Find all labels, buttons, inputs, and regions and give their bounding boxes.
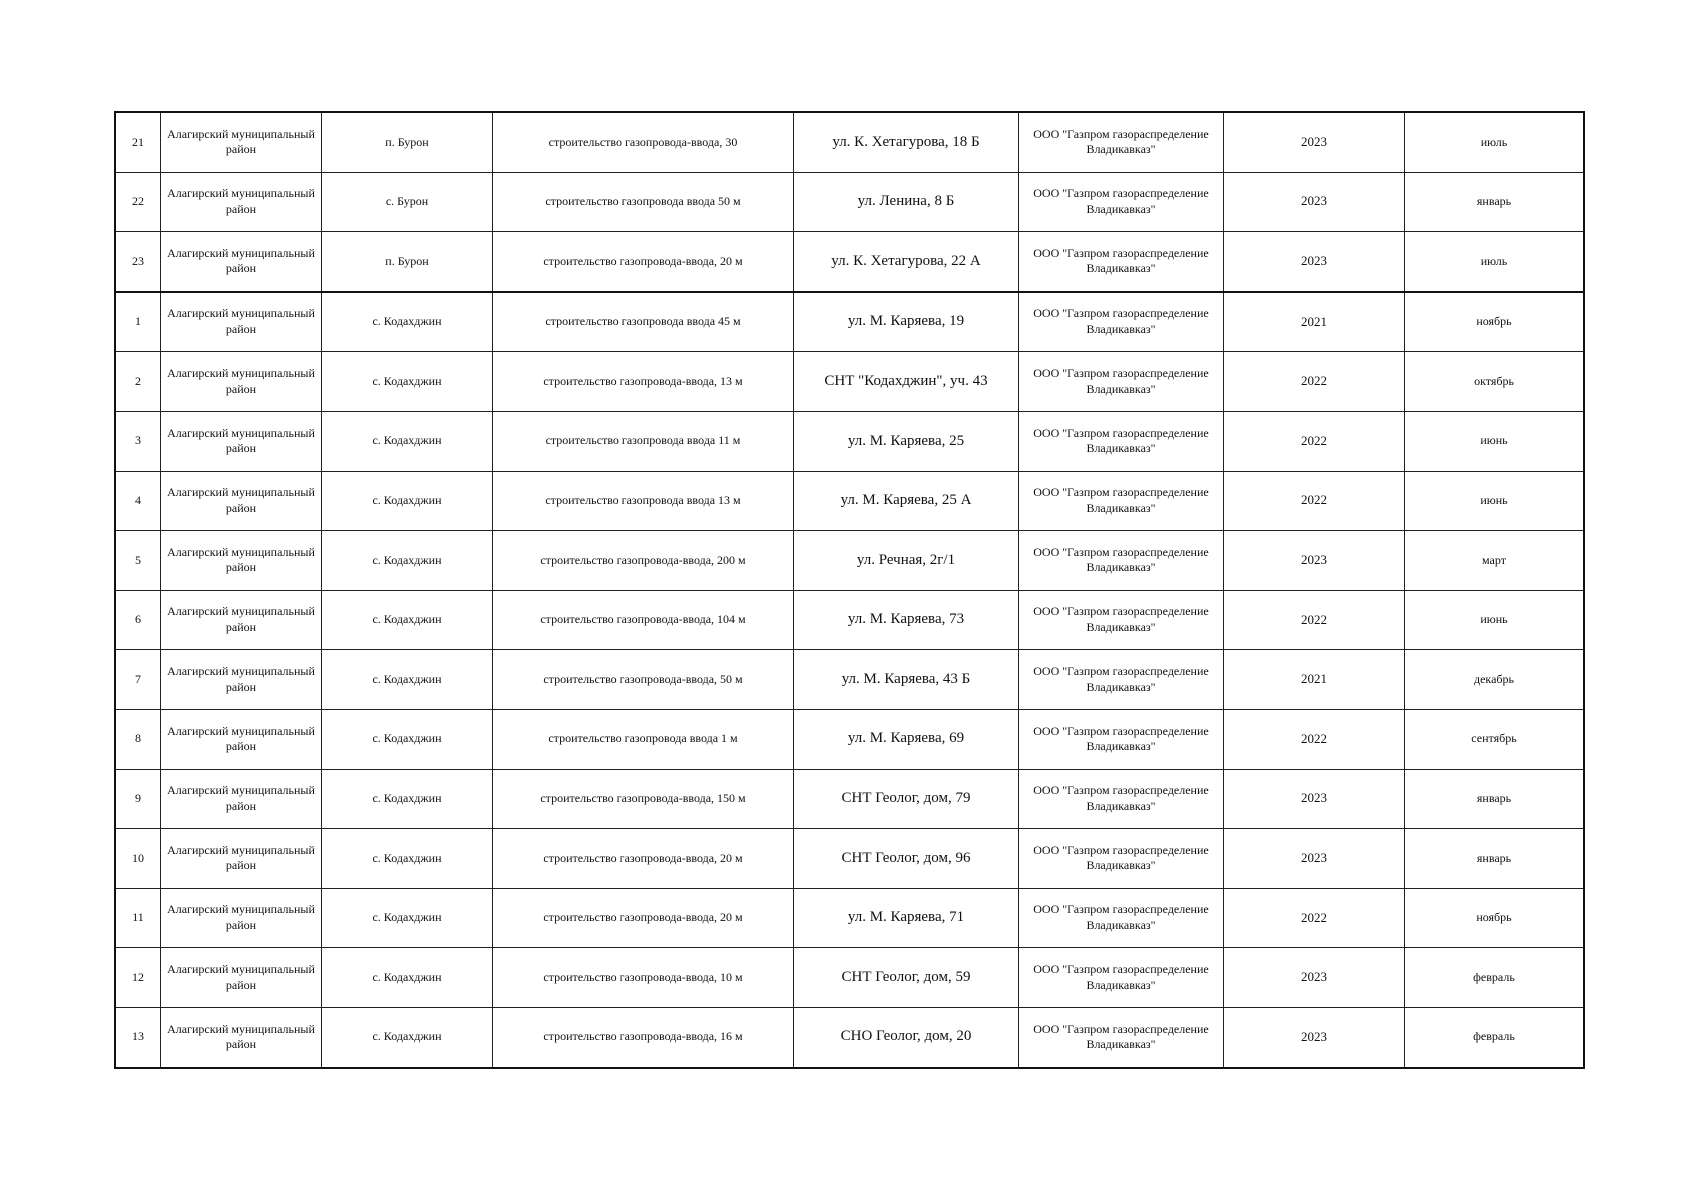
month-cell	[1405, 590, 1585, 650]
year-text: 2022	[1301, 492, 1327, 508]
district-text: Алагирский муниципальный район	[167, 245, 315, 276]
settlement-cell	[322, 232, 493, 292]
table-row	[115, 112, 1584, 172]
table-row	[115, 172, 1584, 232]
table-row	[115, 709, 1584, 769]
work-description-text: строительство газопровода-ввода, 20 м	[543, 850, 743, 865]
month-cell	[1405, 232, 1585, 292]
row-number-text: 5	[135, 552, 141, 567]
row-number-text: 3	[135, 433, 141, 448]
work-description-text: строительство газопровода ввода 45 м	[545, 314, 741, 329]
work-description-text: строительство газопровода-ввода, 20 м	[543, 910, 743, 925]
month-text: январь	[1476, 791, 1512, 806]
year-cell	[1224, 172, 1405, 232]
district-cell	[161, 471, 322, 531]
address-text: СНТ Геолог, дом, 59	[841, 968, 971, 985]
address-text: ул. М. Каряева, 43 Б	[841, 670, 971, 687]
month-text: июнь	[1480, 433, 1508, 448]
settlement-cell	[322, 650, 493, 710]
row-number-cell	[115, 888, 161, 948]
settlement-text: с. Бурон	[385, 194, 429, 209]
row-number-cell	[115, 112, 161, 172]
district-cell	[161, 888, 322, 948]
work-description-cell	[493, 232, 794, 292]
year-text: 2022	[1301, 432, 1327, 448]
month-cell	[1405, 471, 1585, 531]
work-description-text: строительство газопровода-ввода, 30	[548, 134, 738, 149]
organization-cell	[1019, 888, 1224, 948]
year-text: 2023	[1301, 969, 1327, 985]
district-text: Алагирский муниципальный район	[167, 186, 315, 216]
document-page	[114, 111, 1517, 1069]
settlement-text: с. Кодахджин	[372, 969, 442, 984]
settlement-text: с. Кодахджин	[372, 314, 442, 329]
work-description-cell	[493, 292, 794, 352]
settlement-cell	[322, 352, 493, 412]
address-cell	[794, 471, 1019, 531]
table-row	[115, 292, 1584, 352]
address-text: ул. К. Хетагурова, 18 Б	[832, 133, 980, 150]
work-description-text: строительство газопровода-ввода, 10 м	[543, 969, 743, 984]
organization-cell	[1019, 948, 1224, 1008]
settlement-cell	[322, 292, 493, 352]
month-text: ноябрь	[1476, 910, 1512, 925]
year-cell	[1224, 769, 1405, 829]
settlement-text: п. Бурон	[385, 134, 429, 149]
work-description-cell	[493, 948, 794, 1008]
table-row	[115, 769, 1584, 829]
work-description-cell	[493, 590, 794, 650]
organization-cell	[1019, 292, 1224, 352]
district-cell	[161, 948, 322, 1008]
organization-text: ООО "Газпром газораспределение Владикавказ"	[1033, 783, 1209, 813]
organization-cell	[1019, 352, 1224, 412]
table-body	[115, 112, 1584, 1068]
address-cell	[794, 1007, 1019, 1067]
organization-cell	[1019, 531, 1224, 591]
month-cell	[1405, 709, 1585, 769]
organization-text: ООО "Газпром газораспределение Владикавказ"	[1033, 723, 1209, 754]
work-description-text: строительство газопровода-ввода, 104 м	[540, 612, 746, 627]
organization-cell	[1019, 112, 1224, 172]
address-cell	[794, 590, 1019, 650]
table-row	[115, 948, 1584, 1008]
address-text: ул. М. Каряева, 73	[847, 611, 965, 628]
year-cell	[1224, 232, 1405, 292]
work-description-text: строительство газопровода-ввода, 20 м	[543, 253, 743, 268]
settlement-cell	[322, 829, 493, 889]
work-description-text: строительство газопровода ввода 1 м	[548, 731, 738, 746]
work-description-cell	[493, 769, 794, 829]
organization-cell	[1019, 232, 1224, 292]
organization-cell	[1019, 471, 1224, 531]
month-cell	[1405, 829, 1585, 889]
row-number-text: 21	[132, 134, 144, 149]
settlement-cell	[322, 471, 493, 531]
work-description-cell	[493, 411, 794, 471]
address-cell	[794, 829, 1019, 889]
settlement-text: с. Кодахджин	[372, 612, 442, 627]
settlement-cell	[322, 1007, 493, 1067]
address-cell	[794, 888, 1019, 948]
month-cell	[1405, 411, 1585, 471]
district-cell	[161, 232, 322, 292]
district-text: Алагирский муниципальный район	[167, 902, 315, 933]
settlement-text: с. Кодахджин	[372, 671, 442, 686]
year-text: 2022	[1301, 611, 1327, 627]
row-number-cell	[115, 650, 161, 710]
year-text: 2022	[1301, 909, 1327, 925]
address-cell	[794, 112, 1019, 172]
address-text: СНТ Геолог, дом, 79	[841, 790, 971, 807]
settlement-cell	[322, 590, 493, 650]
settlement-cell	[322, 888, 493, 948]
year-cell	[1224, 411, 1405, 471]
year-cell	[1224, 471, 1405, 531]
settlement-cell	[322, 709, 493, 769]
district-text: Алагирский муниципальный район	[167, 664, 315, 694]
work-description-text: строительство газопровода-ввода, 200 м	[540, 552, 746, 567]
gas-connection-schedule-table	[114, 111, 1585, 1069]
district-text: Алагирский муниципальный район	[167, 425, 315, 456]
address-text: ул. Ленина, 8 Б	[857, 193, 955, 210]
district-cell	[161, 590, 322, 650]
district-cell	[161, 650, 322, 710]
row-number-text: 13	[132, 1029, 144, 1044]
organization-text: ООО "Газпром газораспределение Владикавказ"	[1033, 1021, 1209, 1052]
month-text: январь	[1476, 194, 1512, 209]
settlement-text: с. Кодахджин	[372, 433, 442, 448]
month-text: сентябрь	[1471, 731, 1517, 746]
settlement-cell	[322, 172, 493, 232]
district-text: Алагирский муниципальный район	[167, 306, 315, 337]
row-number-cell	[115, 531, 161, 591]
work-description-cell	[493, 471, 794, 531]
district-cell	[161, 411, 322, 471]
work-description-cell	[493, 531, 794, 591]
year-text: 2022	[1301, 730, 1327, 746]
month-cell	[1405, 888, 1585, 948]
row-number-text: 4	[135, 493, 141, 508]
address-cell	[794, 352, 1019, 412]
address-text: ул. М. Каряева, 71	[847, 909, 965, 926]
month-text: февраль	[1473, 1029, 1515, 1044]
table-row	[115, 352, 1584, 412]
year-cell	[1224, 352, 1405, 412]
district-cell	[161, 769, 322, 829]
row-number-cell	[115, 292, 161, 352]
district-cell	[161, 709, 322, 769]
table-row	[115, 411, 1584, 471]
table-row	[115, 232, 1584, 292]
row-number-text: 6	[135, 612, 141, 627]
district-text: Алагирский муниципальный район	[167, 604, 315, 635]
work-description-text: строительство газопровода ввода 11 м	[545, 433, 741, 448]
month-cell	[1405, 769, 1585, 829]
district-text: Алагирский муниципальный район	[167, 1021, 315, 1052]
district-cell	[161, 172, 322, 232]
month-cell	[1405, 1007, 1585, 1067]
row-number-cell	[115, 411, 161, 471]
address-text: СНО Геолог, дом, 20	[840, 1028, 972, 1045]
month-text: июль	[1480, 134, 1508, 149]
address-text: ул. М. Каряева, 69	[847, 730, 965, 747]
organization-text: ООО "Газпром газораспределение Владикавказ"	[1033, 485, 1209, 515]
month-text: март	[1482, 552, 1506, 567]
year-text: 2023	[1301, 790, 1327, 806]
row-number-text: 7	[135, 671, 141, 686]
row-number-text: 2	[135, 373, 141, 388]
year-cell	[1224, 709, 1405, 769]
row-number-text: 11	[132, 910, 144, 925]
year-cell	[1224, 292, 1405, 352]
month-text: ноябрь	[1476, 314, 1512, 329]
settlement-cell	[322, 411, 493, 471]
table-row	[115, 1007, 1584, 1067]
settlement-text: с. Кодахджин	[372, 493, 442, 508]
year-text: 2023	[1301, 133, 1327, 149]
work-description-text: строительство газопровода-ввода, 50 м	[543, 671, 743, 686]
row-number-text: 22	[132, 194, 144, 209]
table-row	[115, 471, 1584, 531]
row-number-cell	[115, 829, 161, 889]
month-text: июнь	[1480, 493, 1508, 508]
district-text: Алагирский муниципальный район	[167, 842, 315, 873]
settlement-text: с. Кодахджин	[372, 910, 442, 925]
district-text: Алагирский муниципальный район	[167, 544, 315, 575]
settlement-cell	[322, 769, 493, 829]
district-cell	[161, 829, 322, 889]
table-row	[115, 829, 1584, 889]
month-cell	[1405, 948, 1585, 1008]
table-row	[115, 888, 1584, 948]
address-text: ул. М. Каряева, 25	[847, 432, 965, 449]
year-cell	[1224, 112, 1405, 172]
row-number-cell	[115, 948, 161, 1008]
year-text: 2022	[1301, 373, 1327, 389]
work-description-cell	[493, 829, 794, 889]
row-number-cell	[115, 172, 161, 232]
address-cell	[794, 411, 1019, 471]
row-number-text: 8	[135, 731, 141, 746]
month-cell	[1405, 172, 1585, 232]
table-row	[115, 650, 1584, 710]
row-number-cell	[115, 232, 161, 292]
address-text: ул. К. Хетагурова, 22 А	[831, 252, 981, 269]
address-text: СНТ Геолог, дом, 96	[841, 849, 971, 866]
organization-cell	[1019, 650, 1224, 710]
organization-cell	[1019, 1007, 1224, 1067]
district-text: Алагирский муниципальный район	[167, 126, 315, 157]
settlement-text: с. Кодахджин	[372, 791, 442, 806]
year-text: 2021	[1301, 671, 1327, 687]
work-description-text: строительство газопровода-ввода, 13 м	[543, 373, 743, 388]
row-number-cell	[115, 352, 161, 412]
row-number-text: 23	[132, 253, 144, 268]
organization-text: ООО "Газпром газораспределение Владикавказ"	[1033, 425, 1209, 456]
work-description-cell	[493, 172, 794, 232]
year-text: 2023	[1301, 1028, 1327, 1044]
address-cell	[794, 172, 1019, 232]
month-cell	[1405, 112, 1585, 172]
year-text: 2023	[1301, 253, 1327, 269]
organization-text: ООО "Газпром газораспределение Владикавказ"	[1033, 544, 1209, 575]
organization-text: ООО "Газпром газораспределение Владикавказ"	[1033, 186, 1209, 216]
row-number-cell	[115, 471, 161, 531]
address-cell	[794, 292, 1019, 352]
organization-cell	[1019, 829, 1224, 889]
table-row	[115, 531, 1584, 591]
settlement-text: с. Кодахджин	[372, 850, 442, 865]
work-description-cell	[493, 1007, 794, 1067]
month-cell	[1405, 352, 1585, 412]
district-cell	[161, 1007, 322, 1067]
year-cell	[1224, 888, 1405, 948]
work-description-text: строительство газопровода ввода 13 м	[545, 493, 741, 508]
organization-text: ООО "Газпром газораспределение Владикавказ"	[1033, 842, 1209, 873]
year-text: 2023	[1301, 193, 1327, 209]
settlement-cell	[322, 112, 493, 172]
year-cell	[1224, 948, 1405, 1008]
year-text: 2023	[1301, 552, 1327, 567]
month-text: февраль	[1473, 969, 1515, 984]
work-description-cell	[493, 112, 794, 172]
district-cell	[161, 112, 322, 172]
row-number-text: 1	[135, 314, 141, 329]
row-number-text: 12	[132, 969, 144, 984]
settlement-cell	[322, 531, 493, 591]
work-description-cell	[493, 709, 794, 769]
year-cell	[1224, 531, 1405, 591]
row-number-cell	[115, 769, 161, 829]
organization-text: ООО "Газпром газораспределение Владикавказ"	[1033, 306, 1209, 337]
settlement-text: с. Кодахджин	[372, 1029, 442, 1044]
address-text: СНТ "Кодахджин", уч. 43	[824, 372, 988, 389]
district-cell	[161, 352, 322, 412]
address-text: ул. М. Каряева, 19	[847, 313, 965, 330]
district-text: Алагирский муниципальный район	[167, 485, 315, 515]
month-cell	[1405, 531, 1585, 591]
month-text: июль	[1480, 253, 1508, 268]
address-cell	[794, 769, 1019, 829]
table-row	[115, 590, 1584, 650]
row-number-cell	[115, 709, 161, 769]
organization-text: ООО "Газпром газораспределение Владикавказ"	[1033, 902, 1209, 933]
organization-text: ООО "Газпром газораспределение Владикавказ"	[1033, 962, 1209, 992]
work-description-cell	[493, 888, 794, 948]
year-text: 2021	[1301, 313, 1327, 329]
address-text: ул. Речная, 2г/1	[856, 551, 956, 568]
district-text: Алагирский муниципальный район	[167, 723, 315, 754]
month-text: декабрь	[1474, 671, 1514, 686]
organization-cell	[1019, 769, 1224, 829]
row-number-text: 9	[135, 791, 141, 806]
organization-cell	[1019, 709, 1224, 769]
year-cell	[1224, 590, 1405, 650]
work-description-cell	[493, 650, 794, 710]
address-cell	[794, 709, 1019, 769]
month-text: июнь	[1480, 612, 1508, 627]
district-cell	[161, 531, 322, 591]
organization-text: ООО "Газпром газораспределение Владикавказ"	[1033, 366, 1209, 396]
settlement-text: с. Кодахджин	[372, 373, 442, 388]
row-number-cell	[115, 1007, 161, 1067]
organization-text: ООО "Газпром газораспределение Владикавказ"	[1033, 245, 1209, 276]
address-text: ул. М. Каряева, 25 А	[840, 492, 972, 509]
year-cell	[1224, 1007, 1405, 1067]
address-cell	[794, 531, 1019, 591]
organization-cell	[1019, 590, 1224, 650]
district-text: Алагирский муниципальный район	[167, 962, 315, 992]
year-cell	[1224, 650, 1405, 710]
address-cell	[794, 948, 1019, 1008]
settlement-text: с. Кодахджин	[372, 552, 442, 567]
work-description-text: строительство газопровода-ввода, 150 м	[540, 791, 746, 806]
row-number-text: 10	[132, 850, 144, 865]
settlement-text: п. Бурон	[385, 253, 429, 268]
district-text: Алагирский муниципальный район	[167, 783, 315, 813]
month-text: октябрь	[1474, 373, 1514, 388]
address-cell	[794, 232, 1019, 292]
district-text: Алагирский муниципальный район	[167, 366, 315, 396]
month-text: январь	[1476, 850, 1512, 865]
address-cell	[794, 650, 1019, 710]
row-number-cell	[115, 590, 161, 650]
settlement-cell	[322, 948, 493, 1008]
organization-text: ООО "Газпром газораспределение Владикавказ"	[1033, 604, 1209, 635]
month-cell	[1405, 650, 1585, 710]
settlement-text: с. Кодахджин	[372, 731, 442, 746]
organization-text: ООО "Газпром газораспределение Владикавказ"	[1033, 664, 1209, 694]
work-description-cell	[493, 352, 794, 412]
organization-text: ООО "Газпром газораспределение Владикавказ"	[1033, 126, 1209, 157]
month-cell	[1405, 292, 1585, 352]
organization-cell	[1019, 172, 1224, 232]
work-description-text: строительство газопровода ввода 50 м	[545, 194, 741, 209]
work-description-text: строительство газопровода-ввода, 16 м	[543, 1029, 743, 1044]
year-cell	[1224, 829, 1405, 889]
district-cell	[161, 292, 322, 352]
organization-cell	[1019, 411, 1224, 471]
year-text: 2023	[1301, 849, 1327, 865]
